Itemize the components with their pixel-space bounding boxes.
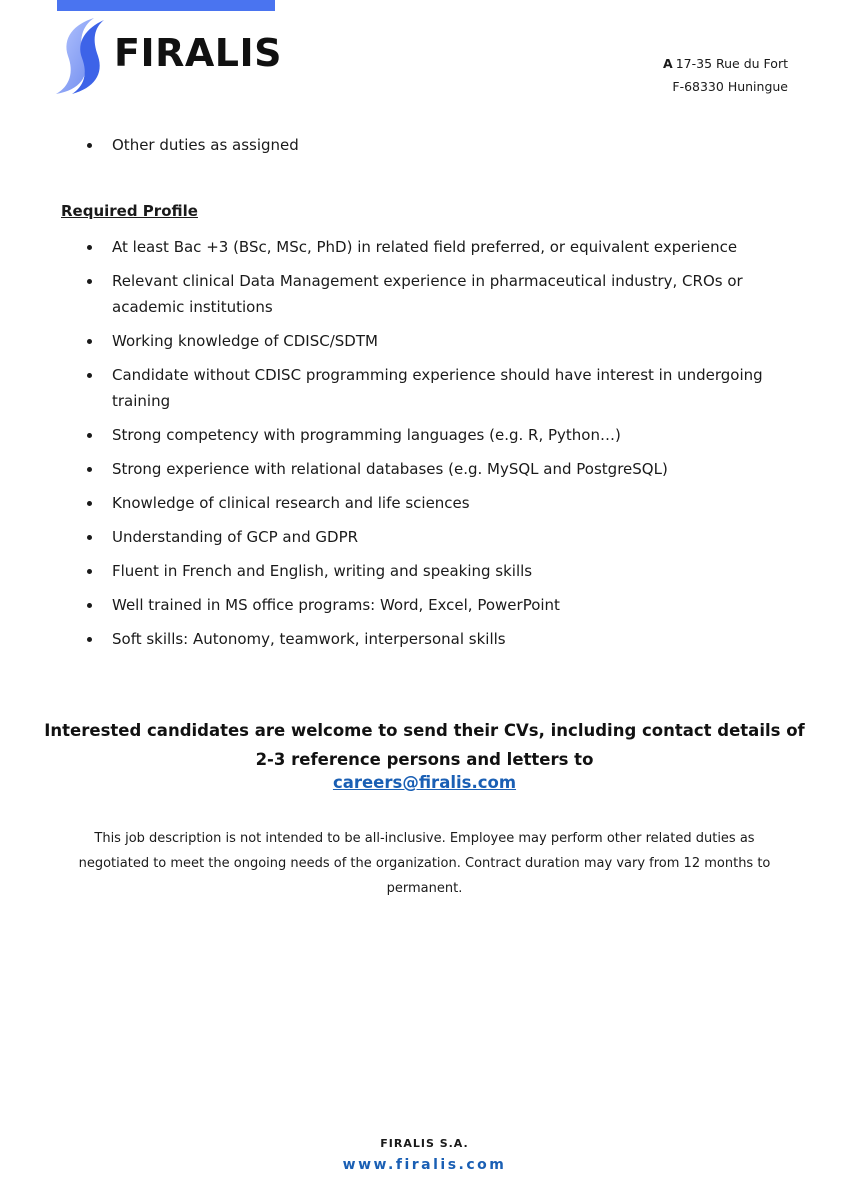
careers-email-container: [40, 773, 809, 792]
company-address: [663, 52, 788, 98]
job-disclaimer: This job description is not intended to be all-inclusive. Employee may perform other related duties as negotiated to meet the ongoing needs of the organization. Contract duration may vary from 12 months to permanent.: [78, 831, 771, 896]
required-profile-list: [0, 234, 792, 660]
list-item: Strong experience with relational databases (e.g. MySQL and PostgreSQL): [0, 456, 792, 482]
list-item: Soft skills: Autonomy, teamwork, interpersonal skills: [0, 626, 792, 652]
address-line-1: 17-35 Rue du Fort: [675, 56, 788, 71]
company-logo-text: FIRALIS: [114, 31, 282, 75]
list-item: Other duties as assigned: [0, 132, 792, 158]
list-item: Relevant clinical Data Management experience in pharmaceutical industry, CROs or academic institutions: [0, 268, 792, 320]
list-item: Working knowledge of CDISC/SDTM: [0, 328, 792, 354]
list-item: Knowledge of clinical research and life sciences: [0, 490, 792, 516]
careers-email-link[interactable]: careers@firalis.com: [332, 773, 517, 792]
address-line-2: F-68330 Huningue: [672, 79, 788, 94]
footer-company-name: FIRALIS S.A.: [380, 1137, 469, 1150]
call-to-action-text: Interested candidates are welcome to send their CVs, including contact details of 2-3 reference persons and letters to: [44, 721, 805, 769]
header-accent-bar: [57, 0, 275, 11]
list-item: Candidate without CDISC programming experience should have interest in undergoing training: [0, 362, 792, 414]
required-profile-heading: Required Profile: [61, 202, 198, 220]
duties-list: [0, 132, 792, 158]
list-item: Well trained in MS office programs: Word, Excel, PowerPoint: [0, 592, 792, 618]
list-item: Fluent in French and English, writing and speaking skills: [0, 558, 792, 584]
list-item: At least Bac +3 (BSc, MSc, PhD) in related field preferred, or equivalent experience: [0, 234, 792, 260]
firalis-logo-icon: [54, 16, 106, 96]
list-item: Understanding of GCP and GDPR: [0, 524, 792, 550]
list-item: Strong competency with programming languages (e.g. R, Python…): [0, 422, 792, 448]
footer-website-link[interactable]: www.firalis.com: [342, 1157, 507, 1173]
address-marker: A: [663, 56, 673, 71]
